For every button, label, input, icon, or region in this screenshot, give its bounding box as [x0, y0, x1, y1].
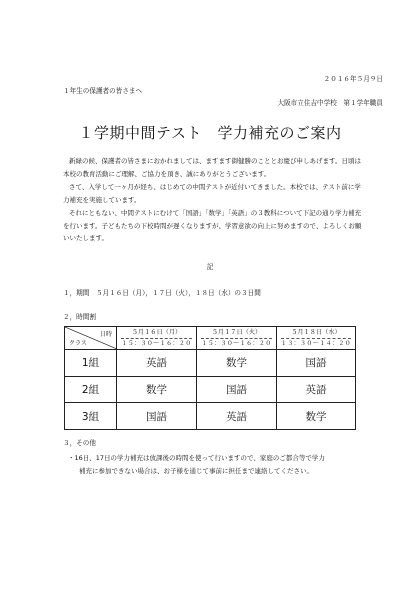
subject-cell: 数学: [277, 403, 356, 430]
subject-cell: 国語: [117, 403, 197, 430]
subject-cell: 数学: [117, 376, 197, 403]
class-label: 3組: [65, 403, 117, 430]
corner-day-label: 日時: [99, 331, 112, 338]
timetable: [64, 326, 356, 430]
column-date: ５月１８日（水）: [281, 329, 351, 339]
subject-cell: 英語: [197, 403, 277, 430]
timetable-column-header: [197, 327, 277, 350]
timetable-row: [65, 376, 356, 403]
subject-cell: 英語: [277, 376, 356, 403]
document-title: １学期中間テスト 学力補充のご案内: [78, 124, 342, 142]
timetable-column-header: [277, 327, 356, 350]
timetable-column-header: [117, 327, 197, 350]
column-time: １５：３０〜１６：２０: [201, 339, 272, 347]
timetable-corner-cell: [65, 327, 117, 350]
body-paragraph-greeting: 新緑の候、保護者の皆さまにおかれましては、ますます御健勝のこととお慶び申しあげます。日頃は本校の教育活動にご理解、ご協力を頂き、誠にありがとうございます。: [63, 157, 361, 178]
column-date: ５月１７日（火）: [201, 329, 272, 339]
class-label: 1組: [65, 350, 117, 377]
section-other-heading: ３，その他: [63, 439, 96, 447]
letter-sender: 大阪市立住吉中学校 第１学年職員: [277, 99, 383, 107]
subject-cell: 国語: [277, 350, 356, 377]
letter-date: ２０１６年５月９日: [323, 75, 383, 83]
corner-class-label: クラス: [69, 340, 87, 347]
column-time: １３：３０〜１４：２０: [280, 339, 352, 347]
timetable-row: [65, 403, 356, 430]
letter-recipient: １年生の保護者の皆さまへ: [63, 87, 143, 95]
other-note: [68, 452, 368, 477]
note-line-1: ・16日、17日の学力補充は放課後の時間を使って行いますので、家庭のご都合等で学力: [68, 454, 325, 462]
column-time: １５：３０〜１６：２０: [121, 339, 192, 347]
note-line-2: 補充に参加できない場合は、お子様を通じて事前に担任まで連絡してください。: [79, 466, 313, 475]
subject-cell: 国語: [197, 376, 277, 403]
timetable-header-row: [65, 327, 356, 350]
section-timetable-heading: ２，時間割: [63, 313, 96, 321]
ki-heading: 記: [206, 263, 214, 271]
section-period: １，期間 ５月１６日（月），１７日（火），１８日（水）の３日間: [63, 289, 261, 297]
class-label: 2組: [65, 376, 117, 403]
body-paragraph-details: それにともない、中間テストにむけて「国語」「数学」「英語」の３教科について下記の通り学力補充を行います。子どもたちの下校時間が遅くなりますが、学習意欲の向上に努めますので、よろしくお願いいたします。: [63, 209, 362, 243]
column-date: ５月１６日（月）: [121, 329, 192, 339]
timetable-row: [65, 350, 356, 377]
subject-cell: 数学: [197, 350, 277, 377]
body-paragraph-intro: さて、入学して一ヶ月が経ち、はじめての中間テストが近付いてきました。本校では、テスト前に学力補充を実施しています。: [63, 183, 361, 204]
subject-cell: 英語: [117, 350, 197, 377]
